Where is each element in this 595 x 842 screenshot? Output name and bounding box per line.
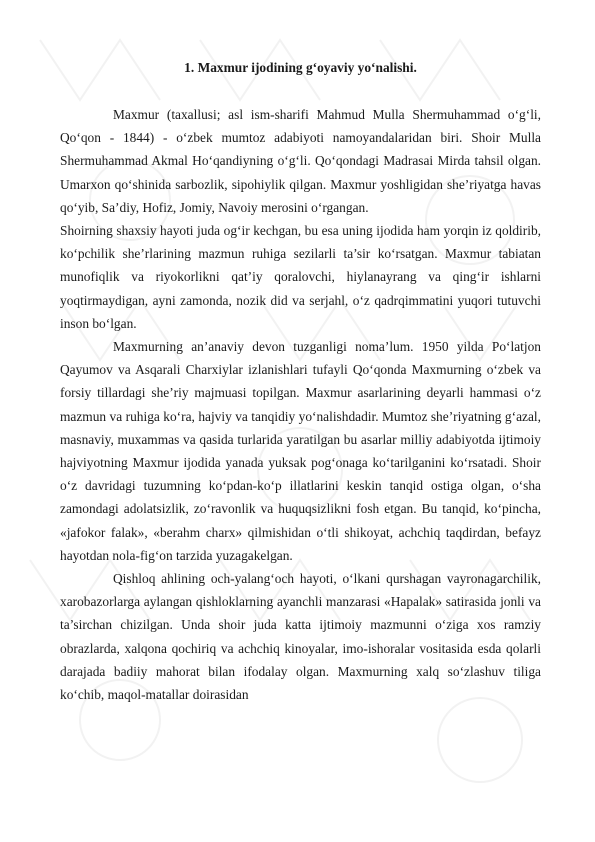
paragraph-1: Maxmur (taxallusi; asl ism-sharifi Mahmud Mulla Shermuhammad o‘g‘li, Qo‘qon - 1844) - o‘zbek mumtoz adabiyoti namoyandalaridan biri. Shoir Mulla Shermuhammad Akmal Ho‘qandiyning o‘g‘li. Qo‘qondagi Madrasai Mirda tahsil olgan. Umarxon qo‘shinida sarbozlik, sipohiylik qilgan. Maxmur yoshligidan she’riyatga havas qo‘yib, Sa’diy, Hofiz, Jomiy, Navoiy merosini o‘rgangan. bbox=[60, 107, 541, 215]
paragraph-3: Maxmurning an’anaviy devon tuzganligi noma’lum. 1950 yilda Po‘latjon Qayumov va Asqarali Charxiylar izlanishlari tufayli Qo‘qonda Maxmurning o‘zbek va forsiy tillardagi she’riy majmuasi topilgan. Maxmur asarlarining deyarli hammasi o‘z mazmun va ruhiga ko‘ra, hajviy va tanqidiy yo‘nalishdadir. Mumtoz she’riyatning g‘azal, masnaviy, muxammas va qasida turlarida yaratilgan bu asarlar milliy adabiyotda ijtimoiy hajviyotning Maxmur ijodida yanada yuksak pog‘onaga ko‘tarilganini ko‘rsatadi. Shoir o‘z davridagi tuzumning ko‘pdan-ko‘p illatlarini keskin tanqid ostiga olgan, o‘sha zamondagi adolatsizlik, zo‘ravonlik va huquqsizlikni fosh etgan. Bu tanqid, ko‘pincha, «jafokor falak», «berahm charx» qilmishidan o‘tli shikoyat, achchiq taqdirdan, befayz hayotdan nola-fig‘on tarzida yuzagakelgan. bbox=[60, 339, 541, 563]
paragraph-2: Shoirning shaxsiy hayoti juda og‘ir kechgan, bu esa uning ijodida ham yorqin iz qoldirib, ko‘pchilik she’rlarining mazmun ruhiga sezilarli ta’sir ko‘rsatgan. Maxmur tabiatan munofiqlik va riyokorlikni qat’iy qoralovchi, hiylanayrang va qing‘ir ishlarni yoqtirmaydigan, ayni zamonda, nozik did va serjahl, o‘z qadrqimmatini yuqori tutuvchi inson bo‘lgan. bbox=[60, 223, 541, 331]
document-body bbox=[60, 56, 541, 706]
section-title: 1. Maxmur ijodining g‘oyaviy yo‘nalishi. bbox=[184, 60, 417, 75]
paragraph-4: Qishloq ahlining och-yalang‘och hayoti, o‘lkani qurshagan vayronagarchilik, xarobazorlarga aylangan qishloklarning ayanchli manzarasi «Hapalak» satirasida jonli va ta’sirchan chizilgan. Unda shoir juda katta ijtimoiy mazmunni o‘ziga xos ramziy obrazlarda, xalqona qochiriq va achchiq kinoyalar, imo-ishoralar vositasida esda qolarli darajada badiiy mahorat bilan ifodalay olgan. Maxmurning xalq so‘zlashuv tiliga ko‘chib, maqol-matallar doirasidan bbox=[60, 571, 541, 703]
